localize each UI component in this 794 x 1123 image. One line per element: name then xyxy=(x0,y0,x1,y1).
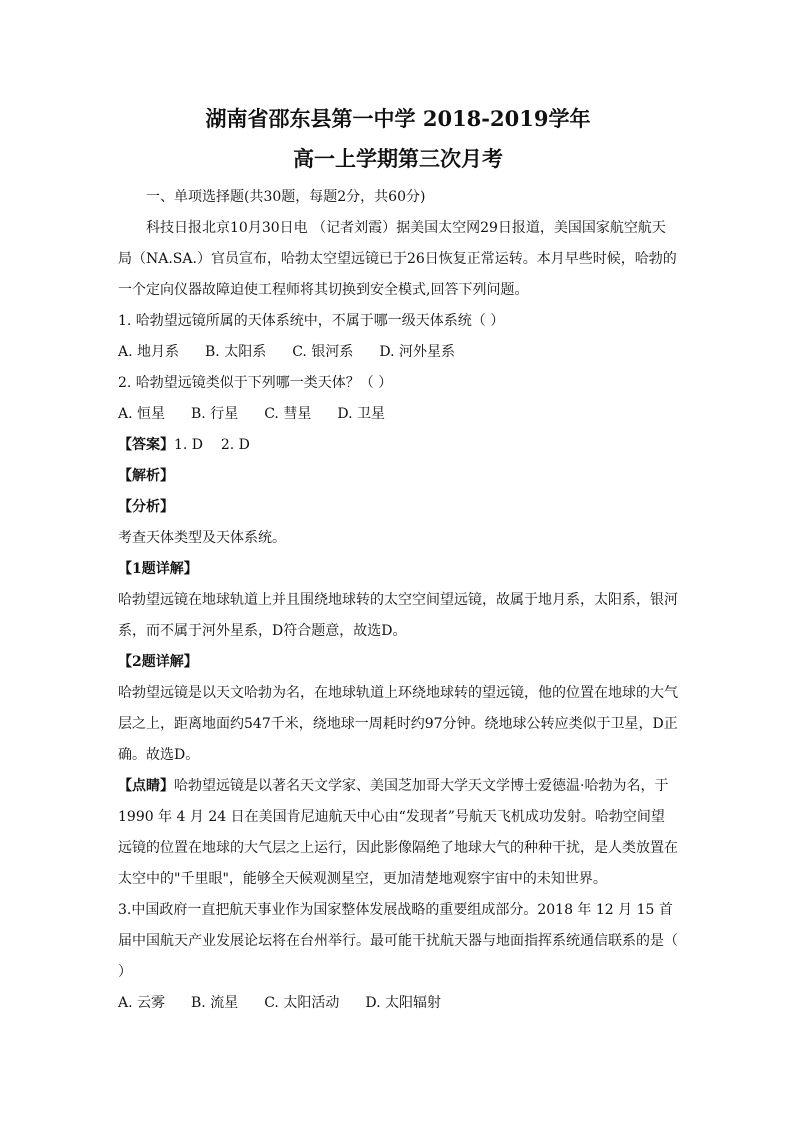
detail-2-label: 【2题详解】 xyxy=(118,654,198,670)
question-2-option-d: D. 卫星 xyxy=(337,406,385,422)
question-3-stem: 3.中国政府一直把航天事业作为国家整体发展战略的重要组成部分。2018 年 12 月 15 首届中国航天产业发展论坛将在台州举行。最可能干扰航天器与地面指挥系统通信联系的是（ ） xyxy=(118,902,678,980)
question-2-options xyxy=(118,399,678,430)
question-3-option-c: C. 太阳活动 xyxy=(264,995,340,1011)
question-3-option-d: D. 太阳辐射 xyxy=(365,995,441,1011)
answer-text: 1. D 2. D xyxy=(174,437,250,453)
document-title-line2: 高一上学期第三次月考 xyxy=(293,146,503,171)
section-heading: 一、单项选择题(共30题，每题2分，共60分) xyxy=(146,189,426,205)
question-1-options xyxy=(118,337,678,368)
detail-1-text: 哈勃望远镜在地球轨道上并且围绕地球转的太空空间望远镜，故属于地月系，太阳系，银河系，而不属于河外星系，D符合题意，故选D。 xyxy=(118,592,678,639)
answer-label: 【答案】 xyxy=(118,437,174,453)
detail-1-label: 【1题详解】 xyxy=(118,561,198,577)
document-page xyxy=(118,100,678,1019)
question-3-option-b: B. 流星 xyxy=(191,995,239,1011)
question-1-stem: 1. 哈勃望远镜所属的天体系统中，不属于哪一级天体系统（ ） xyxy=(118,313,505,329)
question-2-option-b: B. 行星 xyxy=(191,406,239,422)
document-title-line1: 湖南省邵东县第一中学 2018-2019学年 xyxy=(205,106,591,131)
question-2-option-a: A. 恒星 xyxy=(118,406,166,422)
question-3-option-a: A. 云雾 xyxy=(118,995,166,1011)
analysis-label: 【解析】 xyxy=(118,468,174,484)
question-1-option-a: A. 地月系 xyxy=(118,344,180,360)
fenxi-text: 考查天体类型及天体系统。 xyxy=(118,530,286,546)
fenxi-label: 【分析】 xyxy=(118,499,174,515)
dianjing-text: 哈勃望远镜是以著名天文学家、美国芝加哥大学天文学博士爱德温·哈勃为名，于 1990 年 4 月 24 日在美国肯尼迪航天中心由“发现者”号航天飞机成功发射。哈勃空间望远镜的位置在地球的大气层之上运行，因此影像隔绝了地球大气的种种干扰，是人类放置在太空中的"千里眼"，能够全天候观测星空，更加清楚地观察宇宙中的未知世界。 xyxy=(118,778,678,887)
detail-2-text: 哈勃望远镜是以天文哈勃为名，在地球轨道上环绕地球转的望远镜，他的位置在地球的大气层之上，距离地面约547千米，绕地球一周耗时约97分钟。绕地球公转应类似于卫星，D正确。故选D。 xyxy=(118,685,678,763)
answer-line xyxy=(118,430,678,461)
question-1-option-c: C. 银河系 xyxy=(292,344,354,360)
question-3-options xyxy=(118,988,678,1019)
question-2-stem: 2. 哈勃望远镜类似于下列哪一类天体？（ ） xyxy=(118,375,393,391)
question-2-option-c: C. 彗星 xyxy=(264,406,312,422)
question-1-option-b: B. 太阳系 xyxy=(205,344,267,360)
passage-text: 科技日报北京10月30日电 （记者刘霞）据美国太空网29日报道，美国国家航空航天局（NA.SA.）官员宣布，哈勃太空望远镜已于26日恢复正常运转。本月早些时候，哈勃的一个定向仪器故障迫使工程师将其切换到安全模式,回答下列问题。 xyxy=(118,220,677,298)
question-1-option-d: D. 河外星系 xyxy=(379,344,455,360)
dianjing-paragraph xyxy=(118,771,678,895)
dianjing-label: 【点睛】 xyxy=(118,778,174,794)
